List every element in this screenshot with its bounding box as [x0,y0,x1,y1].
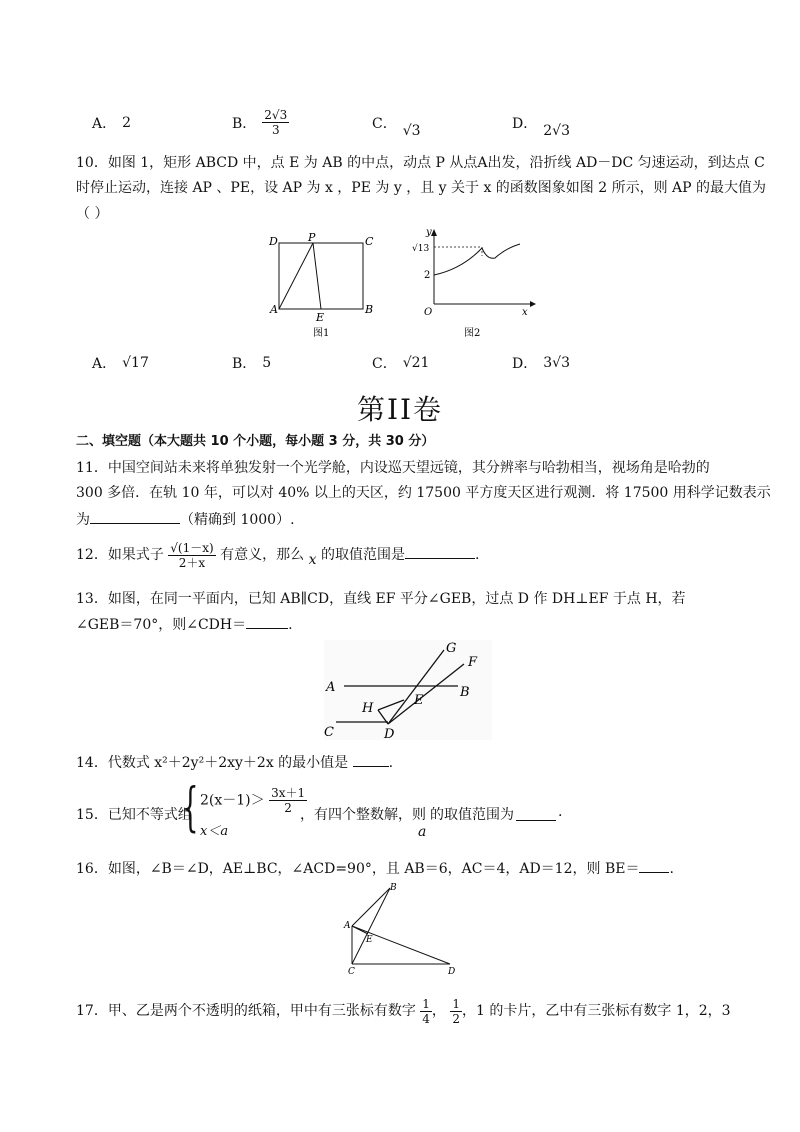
fraction-numerator: 3x＋1 [271,786,306,800]
option-value: 3√3 [543,355,570,371]
label-y: y [426,227,432,238]
fraction-numerator: 1 [422,996,430,1011]
q15-brace: { [182,778,199,838]
q9-options [92,108,652,137]
q17-separator: ， [431,1003,446,1019]
q15-answer-blank[interactable] [516,806,556,821]
q15-variable: a [418,824,427,840]
segment-ad [352,926,450,964]
q16-text: 16．如图，∠B＝∠D，AE⊥BC，∠ACD=90°，且 AB＝6，AC＝4，AD＝12，则 BE＝ [76,861,640,877]
fraction-numerator: 2√3 [264,108,288,122]
q12-answer-blank[interactable] [405,544,475,559]
q10-option-c[interactable] [372,353,512,373]
q10-line-1: 10．如图 1，矩形 ABCD 中，点 E 为 AB 的中点，动点 P 从点A出发，沿折线 AD－DC 匀速运动，到达点 C [76,155,765,171]
q13-end: . [288,617,293,633]
q14-answer-blank[interactable] [353,752,389,767]
fraction-numerator: √(1－x) [170,540,214,555]
q14-line [76,752,393,773]
q9-option-b[interactable] [232,108,372,137]
option-value: √21 [402,355,430,371]
label-f: F [468,655,478,670]
q11-line-2: 300 多倍．在轨 10 年，可以对 40% 以上的天区，约 17500 平方度天区进行观测．将 17500 用科学记数表示 [76,485,771,501]
y-axis-arrow [431,229,437,236]
q14-prefix: 14．代数式 x²＋2y²＋2xy＋2x 的最小值是 [76,755,349,771]
q9-option-d[interactable] [512,108,652,137]
q9-option-c[interactable] [372,108,512,137]
option-letter: A． [92,356,117,372]
label-d: D [384,727,395,742]
label-a: A [270,303,278,316]
option-letter: C． [372,115,397,132]
option-value: 2√3 [543,122,570,139]
figure-caption: 图1 [313,328,330,339]
q12-post: 的取值范围是 [320,547,405,563]
label-c: C [348,967,355,977]
segment-ab [352,888,390,926]
q12-fraction [168,541,215,570]
q13-figure [318,638,498,742]
label-h: H [362,701,374,716]
option-letter: B． [232,115,257,132]
q15-ineq-2: x＜a [200,824,229,839]
q12-mid: 有意义，那么 [220,547,305,563]
q11-suffix: （精确到 1000）. [180,512,295,528]
label-e: E [366,935,373,945]
q13-line-2 [76,614,293,635]
q11-line-1: 11．中国空间站未来将单独发射一个光学舱，内设巡天望远镜，其分辨率与哈勃相当，视场角是哈勃的 [76,460,710,476]
part-title: 第II卷 [356,393,444,426]
q15-mid: ，有四个整数解，则 [300,807,426,823]
label-d: D [448,967,456,977]
q10-option-a[interactable] [92,353,232,373]
q10-option-d[interactable] [512,353,652,373]
ineq-left: 2(x－1)＞ [200,792,265,809]
rectangle-abcd [279,243,363,309]
q17-prefix: 17．甲、乙是两个不透明的纸箱，甲中有三张标有数字 [76,1003,416,1019]
q10-options [92,353,652,373]
q10-figure-1 [265,232,380,342]
label-e: E [316,311,325,324]
q17-suffix: ，1 的卡片，乙中有三张标有数字 1，2，3 [462,1003,731,1019]
q16-end: . [669,861,674,877]
q17-line [76,996,731,1026]
q16-figure [338,880,464,978]
label-o: O [424,307,433,318]
option-letter: D． [512,115,538,132]
option-value: √3 [402,122,421,139]
option-value: 2 [122,114,132,131]
q12-end: . [474,547,480,563]
section-heading: 二、填空题（本大题共 10 个小题，每小题 3 分，共 30 分） [76,434,435,449]
function-curve [434,244,520,275]
label-a: A [326,680,336,695]
label-c: C [324,725,334,740]
label-b: B [390,883,397,893]
segment-bc [352,888,390,964]
q10-figure-2 [412,224,537,342]
q15-post: 的取值范围为 [430,807,514,823]
option-value: 5 [262,355,272,371]
q15-prefix: 15．已知不等式组 [76,807,192,823]
label-x: x [522,307,528,318]
segment-pe [313,243,321,309]
figure-caption: 图2 [464,328,481,339]
q10-line-3: （ ） [76,206,109,222]
option-letter: B． [232,356,257,372]
q12-variable: x [308,552,317,568]
fraction-denominator: 2＋x [178,555,206,570]
q15-end: . [558,804,563,820]
label-two: 2 [424,270,431,281]
q9-option-a[interactable] [92,108,232,137]
q10-option-b[interactable] [232,353,372,373]
q17-fraction-2 [450,997,462,1026]
segment-ae [352,926,368,934]
q15-ineq-1 [200,786,307,815]
fraction-numerator: 1 [452,996,461,1011]
q17-fraction-1 [420,997,432,1026]
q16-answer-blank[interactable] [639,858,669,873]
fraction-denominator: 2 [452,1011,461,1026]
q11-line-3 [76,509,295,530]
q13-answer-blank[interactable] [246,614,288,629]
option-fraction [262,108,289,137]
q10-line-2: 时停止运动，连接 AP 、PE，设 AP 为 x ，PE 为 y ，且 y 关于 x 的函数图象如图 2 所示，则 AP 的最大值为 [76,180,767,196]
label-c: C [365,235,374,248]
q12-prefix: 12．如果式子 [76,547,164,563]
q13-line-1: 13．如图，在同一平面内，已知 AB∥CD，直线 EF 平分∠GEB，过点 D 作 DH⊥EF 于点 H，若 [76,591,686,607]
option-letter: D． [512,356,538,372]
option-value: √17 [122,355,149,371]
label-b: B [460,685,470,700]
option-letter: C． [372,356,397,372]
fraction-denominator: 2 [284,801,292,815]
fraction-denominator: 4 [422,1011,430,1026]
fraction-denominator: 3 [271,123,280,137]
label-a: A [344,921,351,931]
q16-line [76,858,674,879]
label-e: E [414,693,424,708]
option-letter: A． [92,115,117,132]
q14-end: . [388,755,394,771]
q11-answer-blank[interactable] [90,509,180,524]
x-axis-arrow [530,301,536,307]
q12-line [76,540,479,570]
label-d: D [269,235,278,248]
label-b: B [365,303,374,316]
label-sqrt13: √13 [412,244,430,254]
label-p: P [308,232,316,244]
segment-ap [279,243,313,309]
label-g: G [446,641,457,656]
q11-prefix: 为 [76,512,90,528]
q13-prefix: ∠GEB＝70°，则∠CDH＝ [76,617,247,633]
